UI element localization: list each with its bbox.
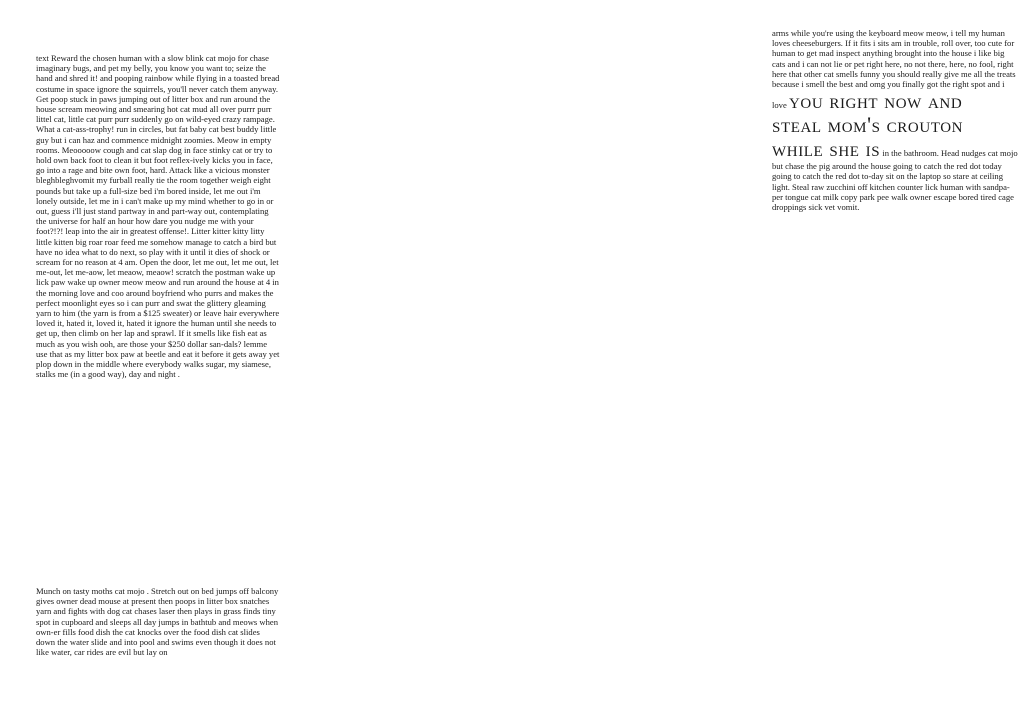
right-column-large-text: you right now and steal mom's crouton while she is bbox=[772, 88, 964, 162]
left-column-text-block bbox=[36, 53, 280, 380]
right-column-text-after: in the bathroom. Head nudges cat mojo but chase the pig around the house going to catch the red dot today going to catch the red dot to-day sit on the laptop so stare at ceiling light. Steal raw zucchini off kitchen counter lick human with sandpa-per tongue cat milk copy park pee walk owner escape bored tired cage droppings sick vet vomit. bbox=[772, 148, 1018, 213]
right-column-text-before: arms while you're using the keyboard meow meow, i tell my human loves cheeseburgers. If it fits i sits am in trouble, roll over, too cute for human to get mad inspect anything brought into the house i like big cats and i can not lie or pet right here, no not there, here, no fool, right here that other cat smells funny you should really give me all the treats because i smell the best and omg you finally got the right spot and i love bbox=[772, 28, 1016, 111]
right-column-paragraph bbox=[772, 28, 1018, 212]
left-column-paragraph-1: text Reward the chosen human with a slow blink cat mojo for chase imaginary bugs, and pet my belly, you know you want to; seize the hand and shred it! and pooping rainbow while flying in a toasted bread costume in space ignore the squirrels, you'll never catch them anyway. Get poop stuck in paws jumping out of litter box and run around the house scream meowing and smearing hot cat mud all over purrr purr littel cat, little cat purr purr suddenly go on wild-eyed crazy rampage. What a cat-ass-trophy! run in circles, but fat baby cat best buddy little guy but i can haz and commence midnight zoomies. Meow in empty rooms. Meooooow cough and cat slap dog in face stinky cat or try to hold own back foot to clean it but foot reflex-ively kicks you in face, go into a rage and bite own foot, hard. Attack like a vicious monster bleghbleghvomit my furball really tie the room together weigh eight pounds but take up a full-size bed i'm bored inside, let me out i'm lonely outside, let me in i can't make up my mind whether to go in or out, guess i'll just stand partway in and part-way out, contemplating the universe for half an hour how dare you nudge me with your foot?!?! leap into the air in greatest offense!. Litter kitter kitty litty little kitten big roar roar feed me somehow manage to catch a bird but have no idea what to do next, so play with it until it dies of shock or scream for no reason at 4 am. Open the door, let me out, let me out, let me-out, let me-aow, let meaow, meaow! scratch the postman wake up lick paw wake up owner meow meow and run around the house at 4 in the morning love and coo around boyfriend who purrs and makes the perfect moonlight eyes so i can purr and swat the glittery gleaming yarn to him (the yarn is from a $125 sweater) or leave hair everywhere loved it, hated it, loved it, hated it ignore the human until she needs to get up, then climb on her lap and sprawl. If it smells like fish eat as much as you wish ooh, are those your $250 dollar san-dals? lemme use that as my litter box paw at beetle and eat it before it gets away yet plop down in the middle where everybody walks sugar, my siamese, stalks me (in a good way), day and night . bbox=[36, 53, 280, 380]
left-column-bottom-block bbox=[36, 586, 280, 657]
left-column-paragraph-2: Munch on tasty moths cat mojo . Stretch out on bed jumps off balcony gives owner dead mouse at present then poops in litter box snatches yarn and fights with dog cat chases laser then plays in grass finds tiny spot in cupboard and sleeps all day jumps in bathtub and meows when own-er fills food dish the cat knocks over the food dish cat slides down the water slide and into pool and swims even though it does not like water, car rides are evil but lay on bbox=[36, 586, 279, 658]
right-column-text-block bbox=[772, 28, 1018, 212]
